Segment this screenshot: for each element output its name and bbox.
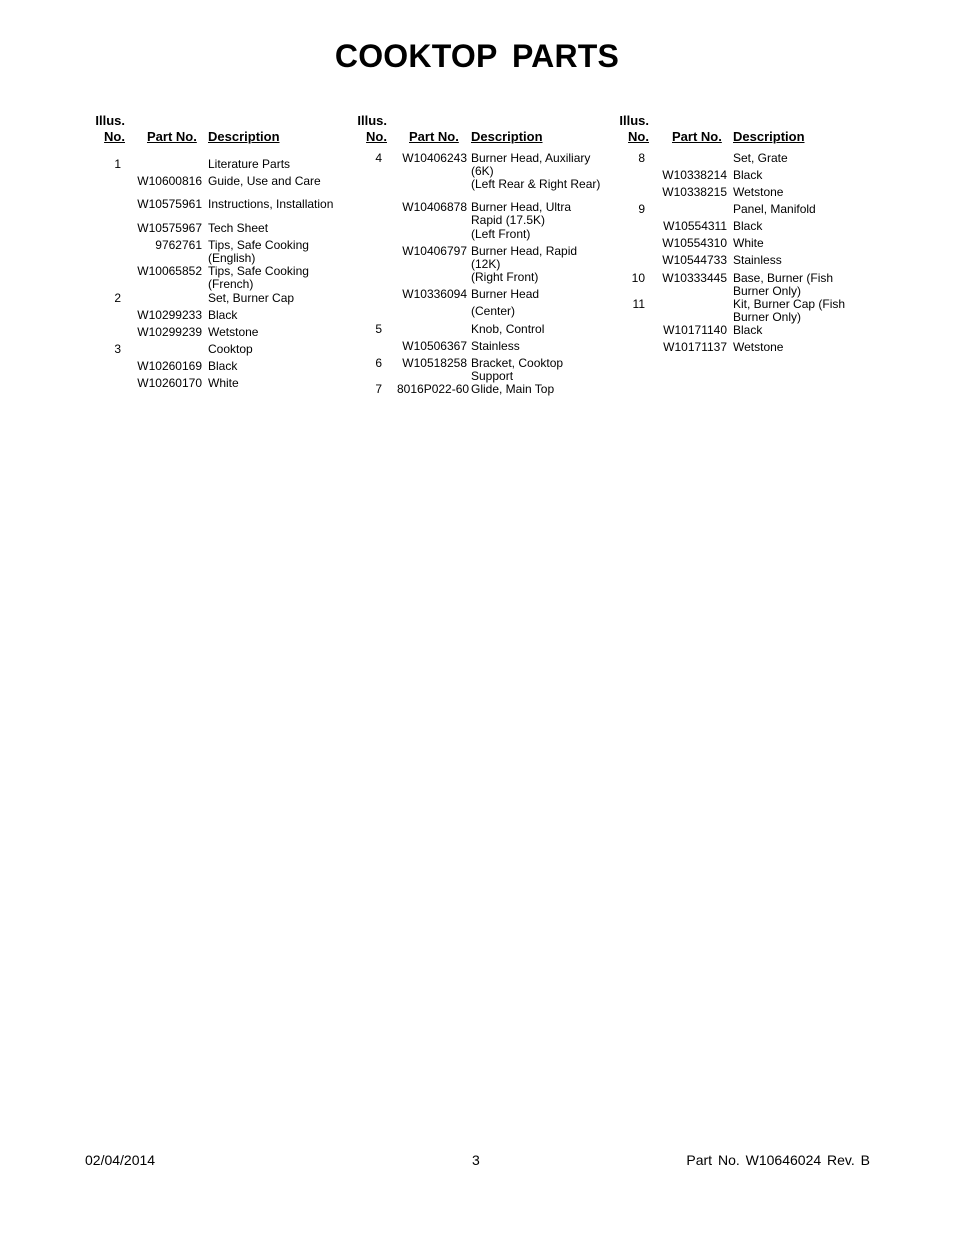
illus-number: 8 — [638, 151, 645, 165]
part-description: Instructions, Installation — [208, 197, 334, 211]
part-number: W10336094 — [402, 287, 467, 301]
header-illus-no — [85, 113, 125, 145]
part-description: Black — [733, 168, 763, 182]
part-description: Glide, Main Top — [471, 382, 555, 396]
part-number: W10299239 — [137, 325, 202, 339]
part-number: W10406243 — [402, 151, 467, 165]
part-description: Guide, Use and Care — [208, 174, 321, 188]
part-number: 8016P022-60 — [397, 382, 470, 396]
part-number: W10554310 — [662, 236, 727, 250]
part-number: W10065852 — [137, 264, 202, 278]
part-description: Burner Head, Auxiliary — [471, 151, 591, 165]
header-no-label: No. — [104, 129, 125, 144]
part-description: Base, Burner (Fish — [733, 271, 834, 285]
part-number: W10338215 — [662, 185, 727, 199]
part-number: W10406878 — [402, 200, 467, 214]
illus-number: 11 — [632, 297, 645, 311]
illus-number: 1 — [114, 157, 121, 171]
illus-number: 2 — [114, 291, 121, 305]
part-description: Knob, Control — [471, 322, 545, 336]
part-number: W10260169 — [137, 359, 202, 373]
part-description: Black — [208, 359, 238, 373]
footer-date: 02/04/2014 — [85, 1152, 156, 1168]
illus-number: 6 — [375, 356, 382, 370]
part-description: (Left Rear & Right Rear) — [471, 177, 601, 191]
part-description: Burner Head — [471, 287, 540, 301]
header-description: Description — [208, 129, 280, 144]
part-description: Tips, Safe Cooking — [208, 264, 309, 278]
part-description: Panel, Manifold — [733, 202, 816, 216]
header-illus-label: Illus. — [95, 113, 125, 128]
header-illus-no — [609, 113, 649, 145]
part-description: Black — [733, 219, 763, 233]
part-description: (6K) — [471, 164, 494, 178]
part-description: Wetstone — [733, 185, 784, 199]
part-description: Bracket, Cooktop — [471, 356, 564, 370]
header-illus-no — [347, 113, 387, 145]
part-number: W10299233 — [137, 308, 202, 322]
part-description: Set, Grate — [733, 151, 788, 165]
part-number: W10575961 — [137, 197, 202, 211]
page-title: COOKTOP PARTS — [334, 38, 620, 74]
part-description: Stainless — [733, 253, 782, 267]
part-description: Burner Only) — [733, 310, 802, 324]
header-part-no: Part No. — [672, 129, 722, 144]
illus-number: 4 — [375, 151, 382, 165]
part-description: Burner Only) — [733, 284, 802, 298]
part-description: Tips, Safe Cooking — [208, 238, 309, 252]
part-number: W10260170 — [137, 376, 202, 390]
illus-number: 3 — [114, 342, 121, 356]
part-number: W10554311 — [663, 219, 727, 233]
part-description: (French) — [208, 277, 254, 291]
illus-number: 10 — [631, 271, 645, 285]
part-description: Set, Burner Cap — [208, 291, 295, 305]
header-part-no: Part No. — [409, 129, 459, 144]
part-description: Burner Head, Ultra — [471, 200, 572, 214]
part-number: W10171137 — [663, 340, 727, 354]
part-description: Tech Sheet — [208, 221, 269, 235]
part-number: W10518258 — [402, 356, 467, 370]
part-description: Support — [471, 369, 514, 383]
illus-number: 7 — [375, 382, 382, 396]
part-description: Rapid (17.5K) — [471, 213, 546, 227]
illus-number: 5 — [375, 322, 382, 336]
part-description: Wetstone — [208, 325, 259, 339]
header-description: Description — [733, 129, 805, 144]
part-description: Black — [733, 323, 763, 337]
part-description: Kit, Burner Cap (Fish — [733, 297, 846, 311]
header-illus-label: Illus. — [357, 113, 387, 128]
part-description: Wetstone — [733, 340, 784, 354]
header-no-label: No. — [628, 129, 649, 144]
part-number: 9762761 — [155, 238, 202, 252]
part-number: W10600816 — [137, 174, 202, 188]
footer-page-number: 3 — [472, 1152, 480, 1168]
part-number: W10333445 — [662, 271, 727, 285]
part-number: W10171140 — [663, 323, 727, 337]
part-description: (12K) — [471, 257, 501, 271]
part-description: (Left Front) — [471, 227, 531, 241]
footer-part-number: Part No. W10646024 Rev. B — [686, 1152, 870, 1168]
part-description: (Right Front) — [471, 270, 539, 284]
header-illus-label: Illus. — [619, 113, 649, 128]
part-number: W10506367 — [402, 339, 467, 353]
part-description: Stainless — [471, 339, 520, 353]
part-description: Literature Parts — [208, 157, 291, 171]
header-no-label: No. — [366, 129, 387, 144]
part-number: W10544733 — [662, 253, 727, 267]
part-description: Cooktop — [208, 342, 253, 356]
part-description: (Center) — [471, 304, 516, 318]
part-description: White — [733, 236, 764, 250]
part-number: W10338214 — [662, 168, 727, 182]
part-description: White — [208, 376, 239, 390]
part-description: Black — [208, 308, 238, 322]
part-description: Burner Head, Rapid — [471, 244, 578, 258]
illus-number: 9 — [638, 202, 645, 216]
part-number: W10575967 — [137, 221, 202, 235]
header-part-no: Part No. — [147, 129, 197, 144]
part-description: (English) — [208, 251, 256, 265]
header-description: Description — [471, 129, 543, 144]
part-number: W10406797 — [402, 244, 467, 258]
